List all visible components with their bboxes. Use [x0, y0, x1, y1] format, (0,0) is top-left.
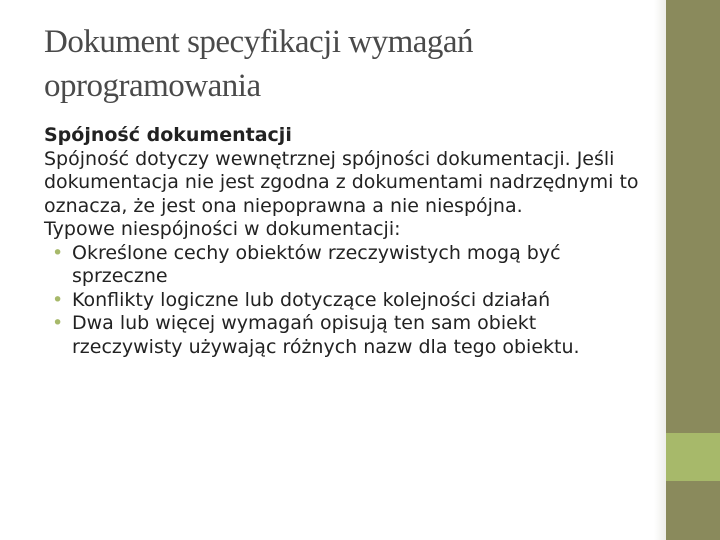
- bullet-icon: •: [52, 312, 64, 334]
- list-item: [44, 242, 644, 289]
- slide-title: Dokument specyfikacji wymagań oprogramowania: [44, 24, 474, 104]
- slide-content: [44, 124, 644, 359]
- sidebar-bottom-block: [666, 481, 720, 540]
- section-heading: Spójność dokumentacji: [44, 124, 292, 146]
- sidebar-decoration: [666, 0, 720, 433]
- sidebar-accent-block: [666, 433, 720, 481]
- bullet-icon: •: [52, 288, 64, 311]
- body-paragraph: Spójność dotyczy wewnętrznej spójności dokumentacji. Jeśli dokumentacja nie jest zgodna z dokumentami nadrzędnymi to oznacza, że jest ona niepoprawna a nie niespójna.: [44, 147, 639, 217]
- list-item: [44, 312, 644, 359]
- list-item-text: Określone cechy obiektów rzeczywistych mogą być sprzeczne: [72, 241, 561, 287]
- side-panel-shade: [654, 0, 666, 540]
- list-item-text: Dwa lub więcej wymagań opisują ten sam obiekt rzeczywisty używając różnych nazw dla tego obiektu.: [72, 312, 580, 358]
- list-intro: Typowe niespójności w dokumentacji:: [44, 218, 401, 240]
- bullet-list: [44, 242, 644, 360]
- bullet-icon: •: [52, 241, 64, 264]
- list-item-text: Konflikty logiczne lub dotyczące kolejności działań: [72, 288, 551, 311]
- list-item: [44, 289, 644, 313]
